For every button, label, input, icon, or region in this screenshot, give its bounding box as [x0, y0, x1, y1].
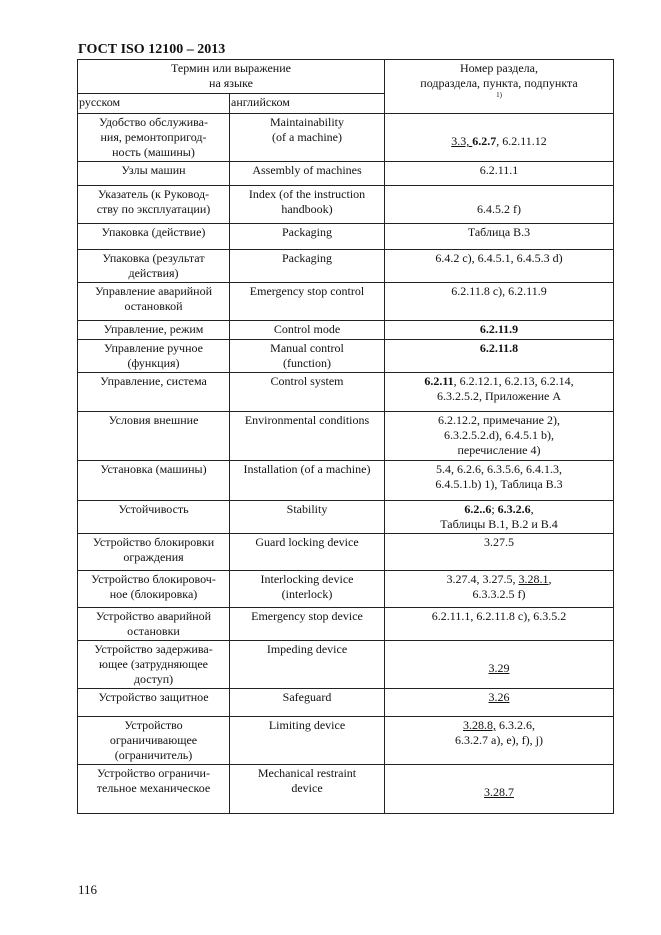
term-russian-line: ограничивающее	[109, 733, 198, 747]
term-english	[230, 250, 385, 283]
term-russian	[78, 534, 230, 571]
reference-line: 3.28.7	[484, 785, 514, 799]
reference-fragment: 3.28.1	[518, 572, 549, 586]
term-english	[230, 340, 385, 373]
term-russian-line: Указатель (к Руковод-	[97, 187, 210, 201]
table-row	[78, 186, 614, 224]
term-russian-line: Устройство задержива-	[94, 642, 213, 656]
table-row	[78, 412, 614, 461]
term-russian-line: (ограничитель)	[114, 748, 193, 762]
table-row	[78, 689, 614, 717]
section-reference	[385, 283, 614, 321]
term-english-line: Limiting device	[268, 718, 346, 732]
table-body	[78, 114, 614, 814]
reference-line	[386, 572, 612, 587]
table-row	[78, 717, 614, 765]
term-english	[230, 412, 385, 461]
page-number: 116	[78, 882, 98, 897]
term-russian	[78, 717, 230, 765]
reference-line: 6.3.2.7 a), e), f), j)	[455, 733, 543, 747]
reference-line	[386, 718, 612, 733]
term-english-line: Control system	[270, 374, 344, 388]
section-reference	[385, 373, 614, 412]
term-english-line: Control mode	[273, 322, 341, 336]
term-russian	[78, 114, 230, 162]
term-english	[230, 373, 385, 412]
reference-line: 3.27.5	[484, 535, 514, 549]
term-russian-line: Устройство ограничи-	[97, 766, 210, 780]
section-reference	[385, 162, 614, 186]
reference-line: 6.4.5.1.b) 1), Таблица В.3	[435, 477, 563, 491]
term-russian-line: Установка (машины)	[100, 462, 207, 476]
reference-line: 3.29	[488, 661, 510, 675]
term-english	[230, 162, 385, 186]
document-title: ГОСТ ISO 12100 – 2013	[78, 42, 226, 57]
reference-line: 6.2.11.1, 6.2.11.8 c), 6.3.5.2	[431, 609, 567, 623]
term-english-line: Index (of the instruction	[248, 187, 366, 201]
section-reference	[385, 571, 614, 608]
term-english-line: Environmental conditions	[244, 413, 370, 427]
term-english-line: Impeding device	[266, 642, 348, 656]
reference-fragment: 3.27.4, 3.27.5,	[446, 572, 519, 586]
reference-line: 5.4, 6.2.6, 6.3.5.6, 6.4.1.3,	[436, 462, 562, 476]
table-row	[78, 250, 614, 283]
reference-line: перечисление 4)	[457, 443, 541, 457]
term-english	[230, 186, 385, 224]
reference-line: Таблица В.3	[467, 225, 531, 239]
term-english-line: Assembly of machines	[252, 163, 362, 177]
reference-fragment: 6.3.2.6,	[496, 718, 535, 732]
reference-line	[386, 374, 612, 389]
section-reference	[385, 501, 614, 534]
header-english: английском	[230, 94, 385, 114]
term-russian-line: Управление, система	[100, 374, 207, 388]
term-english-line: handbook)	[281, 202, 333, 216]
table-row	[78, 321, 614, 340]
term-russian	[78, 250, 230, 283]
term-russian-line: Упаковка (действие)	[101, 225, 206, 239]
term-english	[230, 717, 385, 765]
term-russian-line: остановки	[127, 624, 180, 638]
term-russian-line: Удобство обслужива-	[99, 115, 208, 129]
term-russian	[78, 224, 230, 250]
term-english	[230, 224, 385, 250]
reference-line: 6.2.11.8	[479, 341, 519, 355]
term-russian-line: Условия внешние	[108, 413, 199, 427]
reference-fragment: 3.28.8,	[463, 718, 496, 732]
term-english	[230, 608, 385, 641]
term-english	[230, 283, 385, 321]
term-russian-line: Устройство защитное	[98, 690, 209, 704]
term-russian-line: Устройство блокировоч-	[91, 572, 216, 586]
term-russian	[78, 571, 230, 608]
term-russian-line: ность (машины)	[112, 145, 195, 159]
term-english-line: Mechanical restraint	[257, 766, 357, 780]
term-russian	[78, 689, 230, 717]
term-russian-line: Управление аварийной	[94, 284, 213, 298]
section-reference	[385, 608, 614, 641]
table-row	[78, 162, 614, 186]
term-english-line: Maintainability	[270, 115, 344, 129]
term-russian-line: ству по эксплуатации)	[96, 202, 211, 216]
term-english-line: Emergency stop control	[249, 284, 365, 298]
term-russian	[78, 608, 230, 641]
term-russian	[78, 162, 230, 186]
term-russian-line: ния, ремонтопригод-	[100, 130, 207, 144]
term-english-line: Installation (of a machine)	[243, 462, 371, 476]
reference-line: 6.2.11.8 c), 6.2.11.9	[451, 284, 547, 298]
term-english	[230, 689, 385, 717]
term-russian-line: Устойчивость	[118, 502, 189, 516]
term-english	[230, 571, 385, 608]
table-row	[78, 461, 614, 501]
header-terms-line: на языке	[209, 76, 253, 90]
reference-fragment: ;	[491, 502, 498, 516]
term-russian-line: ное (блокировка)	[109, 587, 198, 601]
term-russian	[78, 765, 230, 814]
term-russian	[78, 340, 230, 373]
term-russian	[78, 461, 230, 501]
term-english-line: Emergency stop device	[251, 609, 363, 623]
term-russian-line: Узлы машин	[121, 163, 186, 177]
table-row	[78, 340, 614, 373]
reference-fragment: , 6.2.12.1, 6.2.13, 6.2.14,	[453, 374, 574, 388]
section-reference	[385, 717, 614, 765]
term-russian	[78, 283, 230, 321]
term-russian-line: Устройство аварийной	[95, 609, 212, 623]
term-english-line: (of a machine)	[272, 130, 342, 144]
header-section-cell	[385, 60, 614, 114]
reference-line	[386, 134, 612, 149]
reference-line	[386, 502, 612, 517]
term-russian	[78, 641, 230, 689]
reference-line: 6.4.2 c), 6.4.5.1, 6.4.5.3 d)	[435, 251, 563, 265]
term-russian-line: доступ)	[133, 672, 174, 686]
terms-table	[77, 59, 614, 814]
reference-line: 6.4.5.2 f)	[477, 202, 521, 216]
term-english	[230, 501, 385, 534]
reference-line: 3.26	[488, 690, 510, 704]
term-russian-line: Упаковка (результат	[102, 251, 205, 265]
term-russian-line: Устройство блокировки	[92, 535, 215, 549]
term-english-line: Manual control	[270, 341, 344, 355]
section-reference	[385, 186, 614, 224]
section-reference	[385, 321, 614, 340]
term-russian-line: Устройство	[124, 718, 183, 732]
section-reference	[385, 250, 614, 283]
reference-line: 6.2.11.9	[479, 322, 519, 336]
table-row	[78, 501, 614, 534]
term-english	[230, 534, 385, 571]
term-russian	[78, 186, 230, 224]
section-reference	[385, 689, 614, 717]
term-english-line: Safeguard	[282, 690, 332, 704]
term-english-line: Guard locking device	[255, 535, 359, 549]
table-row	[78, 608, 614, 641]
term-english	[230, 461, 385, 501]
section-reference	[385, 412, 614, 461]
reference-fragment: 6.3.2.6	[497, 502, 531, 516]
reference-line: Таблицы В.1, В.2 и В.4	[440, 517, 558, 531]
term-russian-line: (функция)	[127, 356, 180, 370]
reference-line: 6.2.12.2, примечание 2),	[438, 413, 560, 427]
section-reference	[385, 641, 614, 689]
term-russian-line: ющее (затрудняющее	[99, 657, 208, 671]
section-reference	[385, 461, 614, 501]
term-russian-line: тельное механическое	[96, 781, 211, 795]
table-row	[78, 114, 614, 162]
term-english-line: Interlocking device	[260, 572, 354, 586]
reference-line: 6.3.2.5.2.d), 6.4.5.1 b),	[444, 428, 554, 442]
section-reference	[385, 765, 614, 814]
reference-fragment: 6.2..6	[464, 502, 492, 516]
table-row	[78, 373, 614, 412]
term-russian-line: Управление ручное	[104, 341, 203, 355]
term-english-line: Packaging	[282, 225, 332, 239]
term-english-line: (function)	[283, 356, 331, 370]
reference-line: 6.2.11.1	[479, 163, 519, 177]
reference-line: 6.3.2.5.2, Приложение А	[436, 389, 562, 403]
term-english-line: Packaging	[282, 251, 332, 265]
reference-fragment: 6.2.11	[424, 374, 454, 388]
term-russian-line: Управление, режим	[103, 322, 204, 336]
reference-fragment: 6.2.7	[472, 134, 497, 148]
footnote-marker: 1)	[496, 91, 502, 99]
term-russian-line: остановкой	[124, 299, 183, 313]
reference-fragment: ,	[548, 572, 552, 586]
header-section-line: подраздела, пункта, подпункта $^{1)}$	[420, 76, 578, 99]
term-russian	[78, 501, 230, 534]
term-english-line: Stability	[286, 502, 328, 516]
reference-fragment: ,	[530, 502, 534, 516]
term-russian	[78, 321, 230, 340]
reference-fragment: , 6.2.11.12	[496, 134, 547, 148]
header-terms-line: Термин или выражение	[171, 61, 291, 75]
header-terms-cell	[78, 60, 385, 94]
table-header-row	[78, 60, 614, 94]
term-english	[230, 641, 385, 689]
table-row	[78, 765, 614, 814]
section-reference	[385, 114, 614, 162]
table-row	[78, 641, 614, 689]
term-russian	[78, 373, 230, 412]
term-russian-line: действия)	[128, 266, 179, 280]
term-english	[230, 114, 385, 162]
table-row	[78, 571, 614, 608]
term-english	[230, 765, 385, 814]
section-reference	[385, 224, 614, 250]
header-section-line: Номер раздела,	[460, 61, 538, 75]
table-row	[78, 224, 614, 250]
term-english-line: device	[291, 781, 323, 795]
reference-line: 6.3.3.2.5 f)	[472, 587, 526, 601]
section-reference	[385, 340, 614, 373]
table-row	[78, 534, 614, 571]
term-english-line: (interlock)	[281, 587, 333, 601]
header-russian: русском	[78, 94, 230, 114]
table-row	[78, 283, 614, 321]
term-russian-line: ограждения	[123, 550, 184, 564]
section-reference	[385, 534, 614, 571]
reference-fragment: 3.3,	[451, 134, 473, 148]
term-english	[230, 321, 385, 340]
term-russian	[78, 412, 230, 461]
